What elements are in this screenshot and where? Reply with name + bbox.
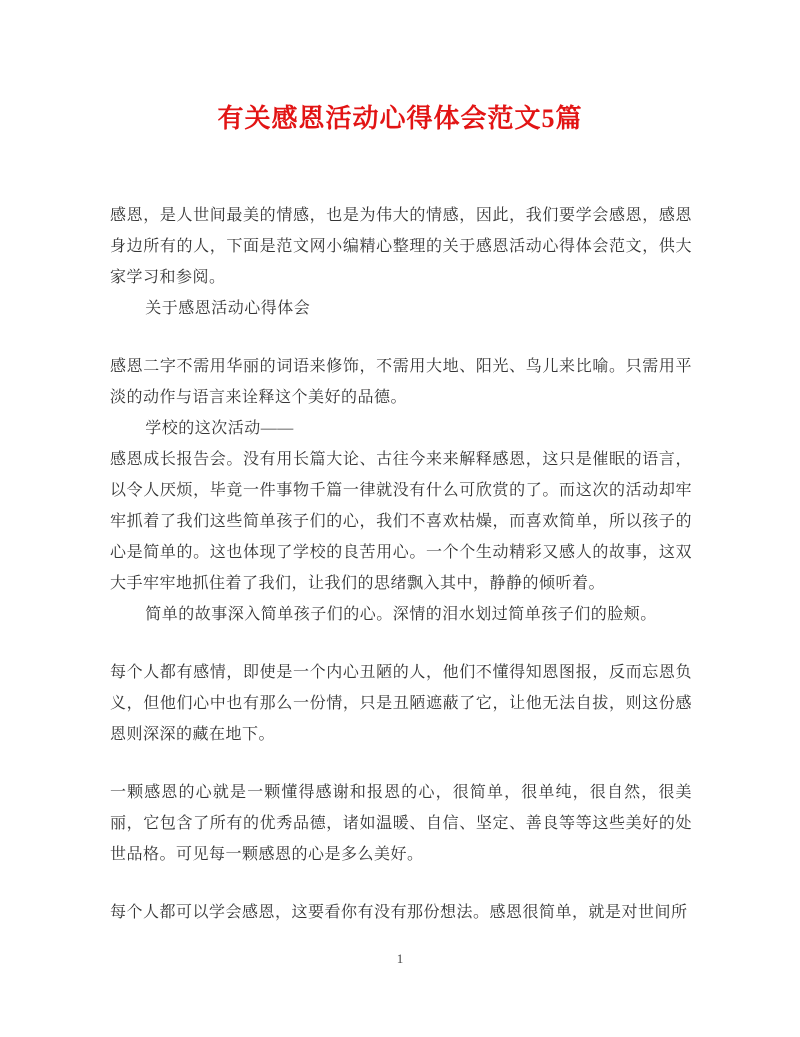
paragraph: 简单的故事深入简单孩子们的心。深情的泪水划过简单孩子们的脸颊。 xyxy=(145,606,657,623)
paragraph: 每个人都可以学会感恩，这要看你有没有那份想法。感恩很简单，就是对世间所 xyxy=(110,904,688,921)
document-title: 有关感恩活动心得体会范文5篇 xyxy=(217,104,583,133)
paragraph: 学校的这次活动—— xyxy=(145,420,294,437)
paragraph: 感恩，是人世间最美的情感，也是为伟大的情感，因此，我们要学会感恩，感恩身边所有的人，下面是范文网小编精心整理的关于感恩活动心得体会范文，供大家学习和参阅。 xyxy=(110,207,692,286)
paragraph: 关于感恩活动心得体会 xyxy=(145,300,311,317)
paragraph: 一颗感恩的心就是一颗懂得感谢和报恩的心，很简单，很单纯，很自然，很美丽，它包含了所有的优秀品德，诸如温暖、自信、坚定、善良等等这些美好的处世品格。可见每一颗感恩的心是多么美好。 xyxy=(110,784,692,863)
paragraph: 感恩成长报告会。没有用长篇大论、古往今来来解释感恩，这只是催眠的语言，以令人厌烦，毕竟一件事物千篇一律就没有什么可欣赏的了。而这次的活动却牢牢抓着了我们这些简单孩子们的心，我们不喜欢枯燥，而喜欢简单，所以孩子的心是简单的。这也体现了学校的良苦用心。一个个生动精彩又感人的故事，这双大手牢牢地抓住着了我们，让我们的思绪飘入其中，静静的倾听着。 xyxy=(110,451,692,592)
paragraph: 每个人都有感情，即使是一个内心丑陋的人，他们不懂得知恩图报，反而忘恩负义，但他们心中也有那么一份情，只是丑陋遮蔽了它，让他无法自拔，则这份感恩则深深的藏在地下。 xyxy=(110,664,692,743)
page-number: 1 xyxy=(396,951,404,966)
document-body xyxy=(110,200,692,928)
paragraph: 感恩二字不需用华丽的词语来修饰，不需用大地、阳光、鸟儿来比喻。只需用平淡的动作与语言来诠释这个美好的品德。 xyxy=(110,358,692,406)
